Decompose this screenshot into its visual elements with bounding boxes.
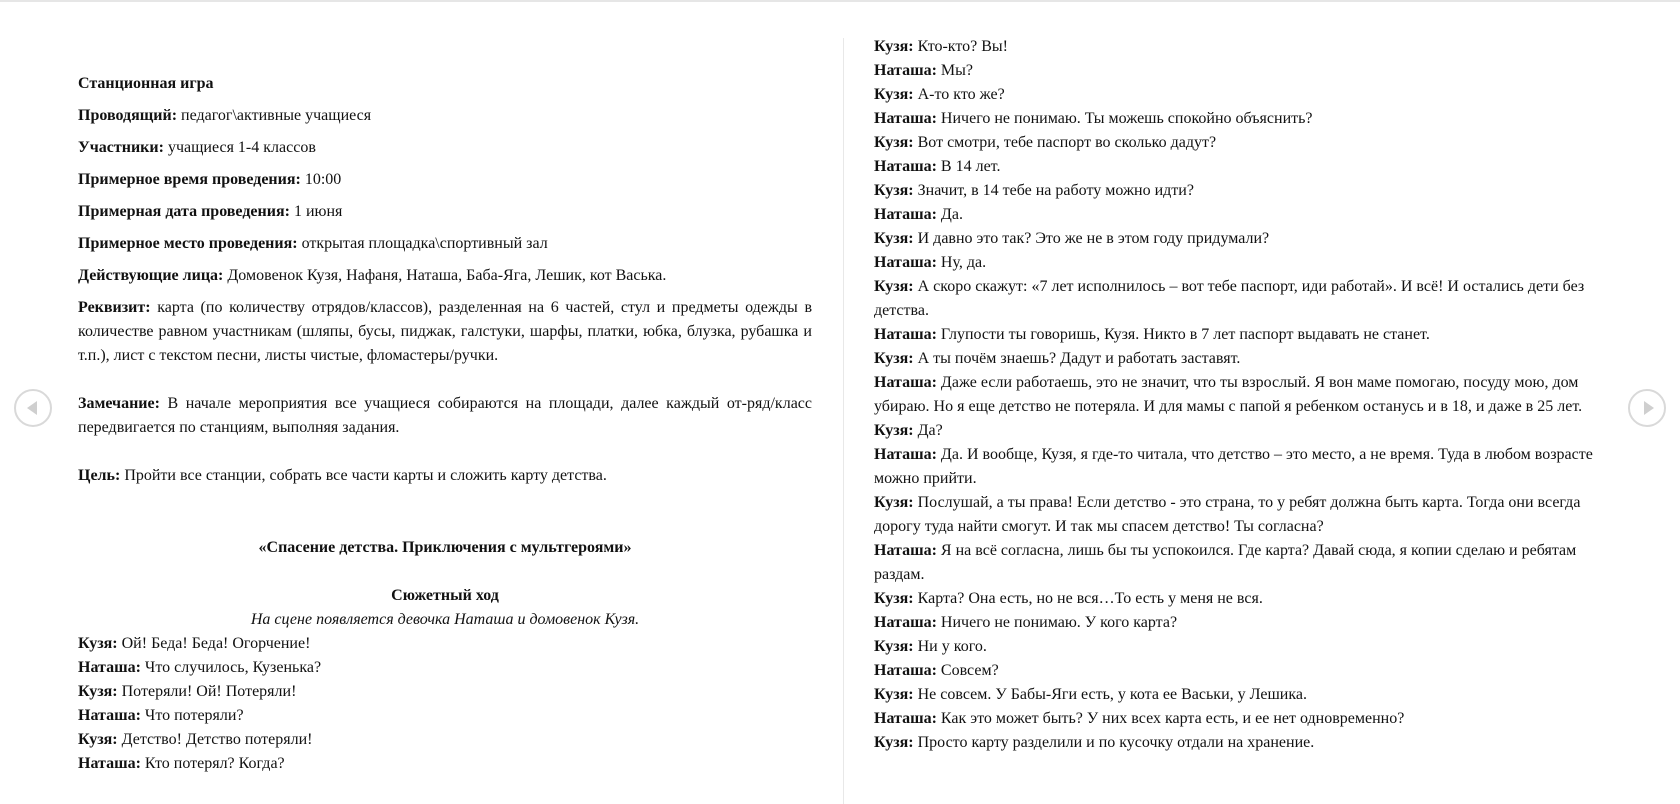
dialogue-line xyxy=(874,635,1612,659)
speaker-name: Кузя: xyxy=(874,278,914,295)
dialogue-line: Кузя: Детство! Детство потеряли! xyxy=(78,731,313,748)
dialogue-text: Карта? Она есть, но не вся…То есть у меня не вся. xyxy=(913,590,1263,607)
dialogue-text: А скоро скажут: «7 лет исполнилось – вот тебе паспорт, иди работай». И всё! И остались дети без детства. xyxy=(874,278,1585,319)
dialogue-line xyxy=(874,131,1612,155)
next-page-button[interactable] xyxy=(1628,389,1666,427)
speaker-name: Кузя: xyxy=(874,38,914,55)
dialogue-text: Послушай, а ты права! Если детство - это страна, то у ребят должна быть карта. Тогда они всегда дорогу туда найти смогут. И так мы спасем детство! Ты согласна? xyxy=(874,494,1581,535)
story-title: «Спасение детства. Приключения с мультгероями» xyxy=(258,539,632,556)
dialogue-text: А-то кто же? xyxy=(913,86,1005,103)
dialogue-line: Кузя: Ой! Беда! Беда! Огорчение! xyxy=(78,635,311,652)
dialogue-line: Наташа: Кто потерял? Когда? xyxy=(78,755,285,772)
dialogue-text: Кто-кто? Вы! xyxy=(913,38,1008,55)
speaker-name: Кузя: xyxy=(874,734,914,751)
speaker-name: Наташа: xyxy=(874,206,937,223)
dialogue-line xyxy=(874,683,1612,707)
dialogue-text: Я на всё согласна, лишь бы ты успокоился. Где карта? Давай сюда, я копии сделаю и ребятам раздам. xyxy=(874,542,1577,583)
goal-paragraph: Цель: Пройти все станции, собрать все части карты и сложить карту детства. xyxy=(78,467,607,484)
top-border xyxy=(0,0,1680,2)
speaker-name: Кузя: xyxy=(874,590,914,607)
dialogue-line xyxy=(874,347,1612,371)
left-dialogue xyxy=(78,632,812,776)
dialogue-text: Ничего не понимаю. Ты можешь спокойно объяснить? xyxy=(936,110,1313,127)
dialogue-line xyxy=(874,371,1612,419)
dialogue-text: Даже если работаешь, это не значит, что ты взрослый. Я вон маме помогаю, посуду мою, дом убираю. Но я еще детство не потеряла. И для мамы с папой я ребенком останусь и в 18, и даже в 25 лет. xyxy=(874,374,1583,415)
dialogue-text: И давно это так? Это же не в этом году придумали? xyxy=(913,230,1270,247)
dialogue-text: Совсем? xyxy=(936,662,999,679)
speaker-name: Кузя: xyxy=(874,134,914,151)
speaker-name: Наташа: xyxy=(874,446,937,463)
dialogue-line: Наташа: Что случилось, Кузенька? xyxy=(78,659,322,676)
speaker-name: Наташа: xyxy=(874,158,937,175)
dialogue-line: Наташа: Что потеряли? xyxy=(78,707,244,724)
speaker-name: Наташа: xyxy=(874,326,937,343)
note-paragraph: Замечание: В начале мероприятия все учащиеся собираются на площади, далее каждый от-ряд/класс передвигается по станциям, выполняя задания. xyxy=(78,395,812,436)
speaker-name: Наташа: xyxy=(874,110,937,127)
dialogue-line xyxy=(874,35,1612,59)
speaker-name: Кузя: xyxy=(874,182,914,199)
chevron-left-icon xyxy=(27,401,37,415)
speaker-name: Кузя: xyxy=(874,86,914,103)
dialogue-line xyxy=(874,275,1612,323)
dialogue-line xyxy=(874,251,1612,275)
dialogue-text: Да. И вообще, Кузя, я где-то читала, что детство – это место, а не время. Туда в любом возрасте можно прийти. xyxy=(874,446,1593,487)
dialogue-line xyxy=(874,83,1612,107)
dialogue-line xyxy=(874,179,1612,203)
dialogue-text: Как это может быть? У них всех карта есть, и ее нет одновременно? xyxy=(936,710,1405,727)
dialogue-text: Просто карту разделили и по кусочку отдали на хранение. xyxy=(913,734,1315,751)
dialogue-line xyxy=(874,539,1612,587)
speaker-name: Наташа: xyxy=(874,374,937,391)
dialogue-text: Ну, да. xyxy=(936,254,987,271)
dialogue-text: Ничего не понимаю. У кого карта? xyxy=(936,614,1178,631)
speaker-name: Кузя: xyxy=(874,422,914,439)
speaker-name: Наташа: xyxy=(874,710,937,727)
dialogue-text: Глупости ты говоришь, Кузя. Никто в 7 лет паспорт выдавать не станет. xyxy=(936,326,1430,343)
field-time: Примерное время проведения: 10:00 xyxy=(78,171,342,188)
speaker-name: Кузя: xyxy=(874,350,914,367)
dialogue-text: Да? xyxy=(913,422,943,439)
left-page xyxy=(78,72,812,776)
dialogue-line xyxy=(874,491,1612,539)
speaker-name: Кузя: xyxy=(874,686,914,703)
dialogue-text: Ни у кого. xyxy=(913,638,987,655)
speaker-name: Наташа: xyxy=(874,662,937,679)
dialogue-line: Кузя: Потеряли! Ой! Потеряли! xyxy=(78,683,297,700)
dialogue-line xyxy=(874,203,1612,227)
dialogue-text: Вот смотри, тебе паспорт во сколько дадут? xyxy=(913,134,1217,151)
dialogue-text: Да. xyxy=(936,206,963,223)
field-place: Примерное место проведения: открытая площадка\спортивный зал xyxy=(78,235,548,252)
prev-page-button[interactable] xyxy=(14,389,52,427)
document-title: Станционная игра xyxy=(78,75,214,92)
dialogue-line xyxy=(874,587,1612,611)
dialogue-line xyxy=(874,155,1612,179)
speaker-name: Наташа: xyxy=(874,254,937,271)
dialogue-line xyxy=(874,611,1612,635)
dialogue-text: Не совсем. У Бабы-Яги есть, у кота ее Васьки, у Лешика. xyxy=(913,686,1307,703)
right-page xyxy=(874,35,1612,755)
dialogue-line xyxy=(874,107,1612,131)
field-host: Проводящий: педагог\активные учащиеся xyxy=(78,107,372,124)
speaker-name: Кузя: xyxy=(874,230,914,247)
dialogue-text: А ты почём знаешь? Дадут и работать заставят. xyxy=(913,350,1241,367)
dialogue-text: В 14 лет. xyxy=(936,158,1001,175)
dialogue-line xyxy=(874,419,1612,443)
stage-direction: На сцене появляется девочка Наташа и домовенок Кузя. xyxy=(250,611,640,628)
field-characters: Действующие лица: Домовенок Кузя, Нафаня, Наташа, Баба-Яга, Лешик, кот Васька. xyxy=(78,267,667,284)
dialogue-line xyxy=(874,731,1612,755)
dialogue-line xyxy=(874,443,1612,491)
speaker-name: Кузя: xyxy=(874,638,914,655)
chevron-right-icon xyxy=(1644,401,1654,415)
dialogue-line xyxy=(874,323,1612,347)
dialogue-text: Значит, в 14 тебе на работу можно идти? xyxy=(913,182,1194,199)
dialogue-line xyxy=(874,227,1612,251)
dialogue-line xyxy=(874,659,1612,683)
speaker-name: Наташа: xyxy=(874,62,937,79)
dialogue-line xyxy=(874,59,1612,83)
field-props: Реквизит: карта (по количеству отрядов/классов), разделенная на 6 частей, стул и предметы одежды в количестве равном участникам (шляпы, бусы, пиджак, галстуки, шарфы, платки, юбка, блузка, рубашка и т.п.), лист с текстом песни, листы чистые, фломастеры/ручки. xyxy=(78,299,812,364)
speaker-name: Наташа: xyxy=(874,542,937,559)
speaker-name: Кузя: xyxy=(874,494,914,511)
speaker-name: Наташа: xyxy=(874,614,937,631)
page-divider xyxy=(843,38,844,804)
right-dialogue xyxy=(874,35,1612,755)
field-date: Примерная дата проведения: 1 июня xyxy=(78,203,343,220)
field-participants: Участники: учащиеся 1-4 классов xyxy=(78,139,316,156)
dialogue-line xyxy=(874,707,1612,731)
plot-heading: Сюжетный ход xyxy=(391,587,499,604)
dialogue-text: Мы? xyxy=(936,62,973,79)
